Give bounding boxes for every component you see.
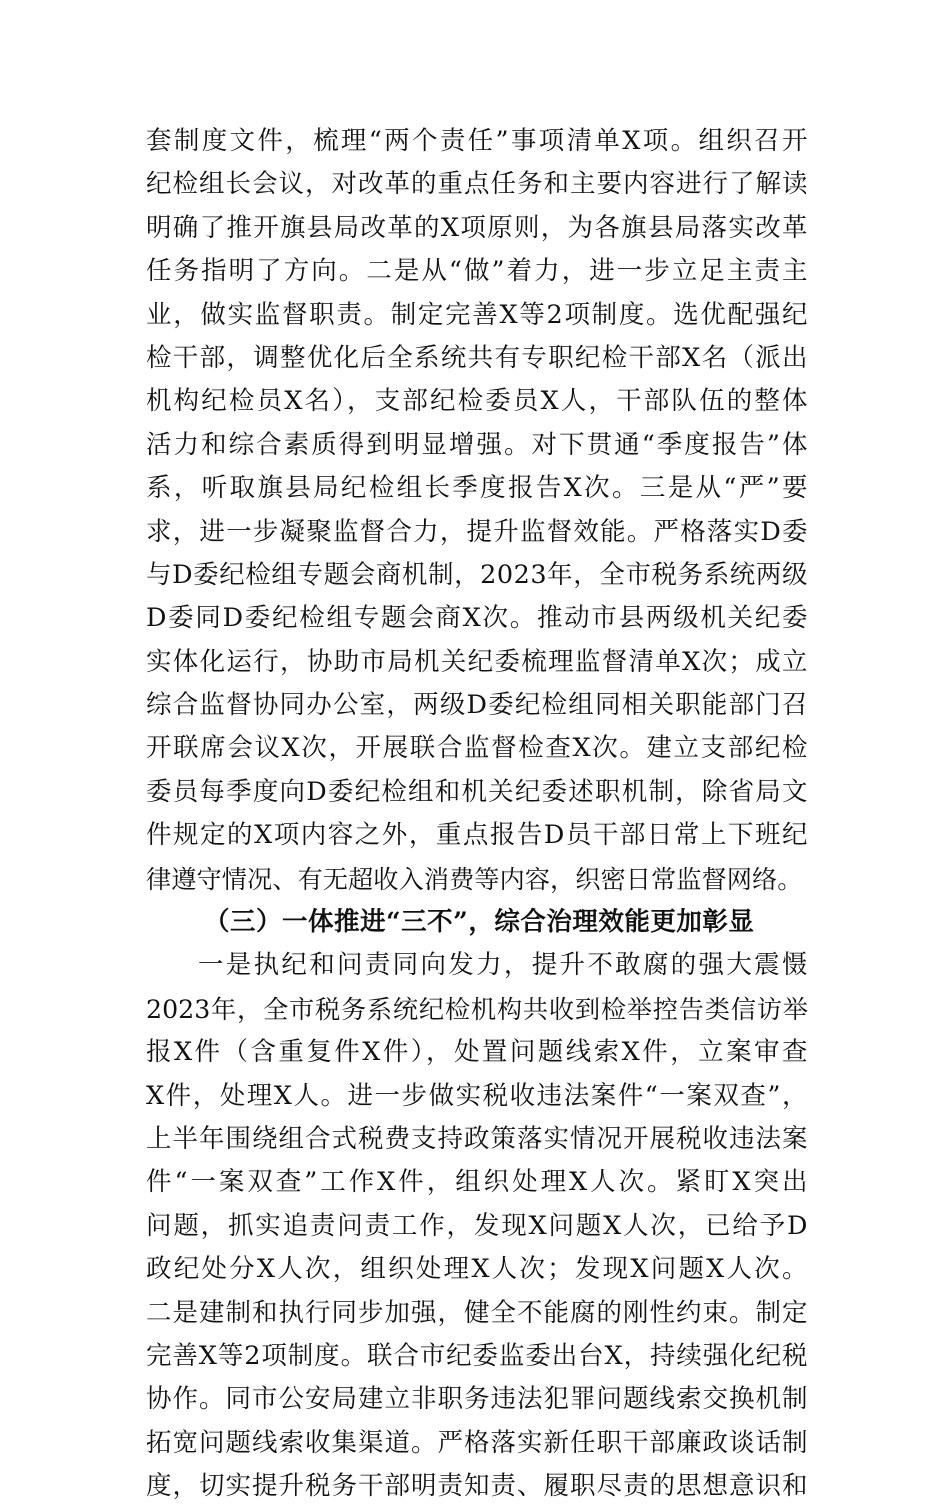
text-line: 综合监督协同办公室，两级D委纪检组同相关职能部门召: [146, 690, 808, 721]
text-line: 件规定的X项内容之外，重点报告D员干部日常上下班纪: [146, 820, 808, 851]
text-line: 一是执纪和问责同向发力，提升不敢腐的强大震慑: [198, 950, 808, 981]
text-line: 报X件（含重复件X件），处置问题线索X件，立案审查: [146, 1037, 808, 1068]
text-line: 业，做实监督职责。制定完善X等2项制度。选优配强纪: [146, 299, 808, 330]
text-line: 问题，抓实追责问责工作，发现X问题X人次，已给予D: [146, 1210, 808, 1241]
text-line: 检干部，调整优化后全系统共有专职纪检干部X名（派出: [146, 342, 808, 373]
text-line: D委同D委纪检组专题会商X次。推动市县两级机关纪委: [146, 603, 808, 634]
text-line: 律遵守情况、有无超收入消费等内容，织密日常监督网络。: [146, 864, 803, 894]
text-line: 活力和综合素质得到明显增强。对下贯通“季度报告”体: [146, 429, 808, 460]
text-line: 机构纪检员X名），支部纪检委员X人，干部队伍的整体: [146, 386, 808, 417]
text-line: 任务指明了方向。二是从“做”着力，进一步立足主责主: [146, 256, 808, 287]
text-line: 实体化运行，协助市局机关纪委梳理监督清单X次；成立: [146, 646, 808, 677]
section-heading: （三）一体推进“三不”，综合治理效能更加彰显: [204, 907, 755, 938]
text-line: 完善X等2项制度。联合市纪委监委出台X，持续强化纪税: [146, 1340, 808, 1371]
text-line: 开联席会议X次，开展联合监督检查X次。建立支部纪检: [146, 733, 808, 764]
text-line: 明确了推开旗县局改革的X项原则，为各旗县局落实改革: [146, 212, 808, 243]
text-line: 系，听取旗县局纪检组长季度报告X次。三是从“严”要: [146, 473, 808, 504]
text-line: 件“一案双查”工作X件，组织处理X人次。紧盯X突出: [146, 1167, 808, 1198]
text-line: 政纪处分X人次，组织处理X人次；发现X问题X人次。: [146, 1254, 808, 1285]
text-line: 二是建制和执行同步加强，健全不能腐的刚性约束。制定: [146, 1297, 808, 1328]
text-line: 委员每季度向D委纪检组和机关纪委述职机制，除省局文: [146, 776, 808, 807]
text-line: 协作。同市公安局建立非职务违法犯罪问题线索交换机制: [146, 1384, 808, 1415]
text-line: 2023年，全市税务系统纪检机构共收到检举控告类信访举: [146, 994, 808, 1024]
body-text: [146, 120, 808, 1509]
text-line: 纪检组长会议，对改革的重点任务和主要内容进行了解读: [146, 169, 808, 200]
text-line: 度，切实提升税务干部明责知责、履职尽责的思想意识和: [146, 1471, 808, 1502]
text-line: 上半年围绕组合式税费支持政策落实情况开展税收违法案: [146, 1123, 808, 1154]
text-line: 与D委纪检组专题会商机制，2023年，全市税务系统两级: [146, 559, 808, 590]
text-line: X件，处理X人。进一步做实税收违法案件“一案双查”，: [146, 1080, 808, 1111]
text-line: 求，进一步凝聚监督合力，提升监督效能。严格落实D委: [146, 516, 808, 547]
text-line: 套制度文件，梳理“两个责任”事项清单X项。组织召开: [146, 126, 808, 156]
text-line: 拓宽问题线索收集渠道。严格落实新任职干部廉政谈话制: [146, 1427, 808, 1458]
